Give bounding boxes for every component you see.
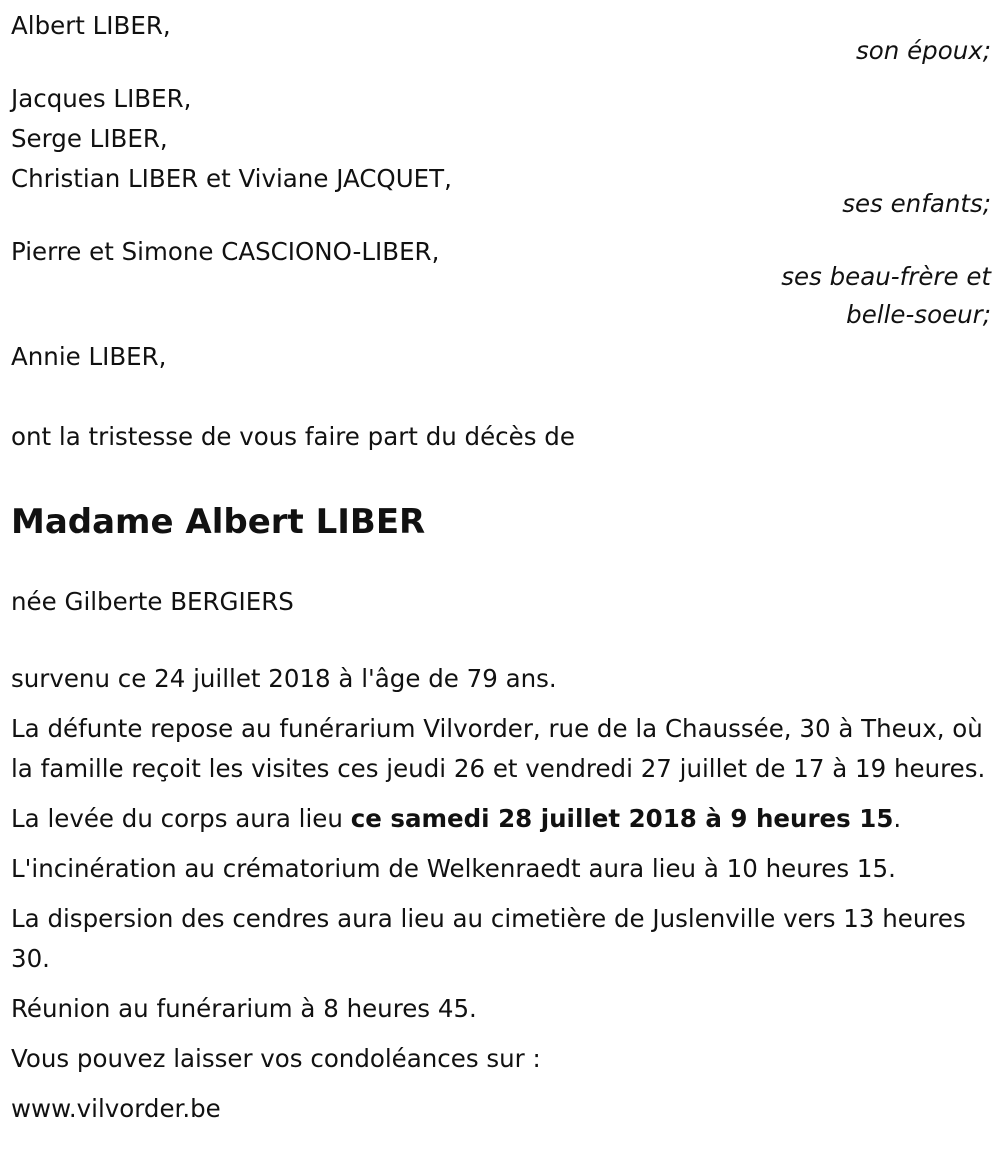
inlaws-role-line-2: belle-soeur; <box>846 300 991 329</box>
levee-prefix: La levée du corps aura lieu <box>11 804 351 833</box>
children-role: ses enfants; <box>842 189 991 218</box>
child-name-1: Jacques LIBER, <box>11 84 192 113</box>
levee-date-time: ce samedi 28 juillet 2018 à 9 heures 15 <box>350 804 894 833</box>
incineration-text: L'incinération au crématorium de Welkenraedt aura lieu à 10 heures 15. <box>11 854 896 883</box>
inlaws-role-line-1: ses beau-frère et <box>781 262 991 291</box>
reunion-text: Réunion au funérarium à 8 heures 45. <box>11 994 477 1023</box>
child-name-2: Serge LIBER, <box>11 124 168 153</box>
repose-text: La défunte repose au funérarium Vilvorder, rue de la Chaussée, 30 à Theux, où la famille reçoit les visites ces jeudi 26 et vendredi 27 juillet de 17 à 19 heures. <box>11 714 986 783</box>
other-family-name: Annie LIBER, <box>11 342 167 371</box>
website-link[interactable]: www.vilvorder.be <box>11 1094 221 1123</box>
deceased-name: Madame Albert LIBER <box>11 502 426 542</box>
obituary-notice <box>11 6 991 1129</box>
levee-suffix: . <box>893 804 902 833</box>
death-date-text: survenu ce 24 juillet 2018 à l'âge de 79 ans. <box>11 664 557 693</box>
family-list <box>11 6 991 377</box>
levee-text <box>11 799 991 839</box>
announcement-text: ont la tristesse de vous faire part du décès de <box>11 422 575 451</box>
birth-name: née Gilberte BERGIERS <box>11 587 294 616</box>
child-name-3: Christian LIBER et Viviane JACQUET, <box>11 164 452 193</box>
dispersion-text: La dispersion des cendres aura lieu au cimetière de Juslenville vers 13 heures 30. <box>11 904 966 973</box>
condolences-text: Vous pouvez laisser vos condoléances sur : <box>11 1044 541 1073</box>
spouse-role: son époux; <box>856 36 991 65</box>
spouse-name: Albert LIBER, <box>11 11 171 40</box>
inlaws-name: Pierre et Simone CASCIONO-LIBER, <box>11 237 440 266</box>
